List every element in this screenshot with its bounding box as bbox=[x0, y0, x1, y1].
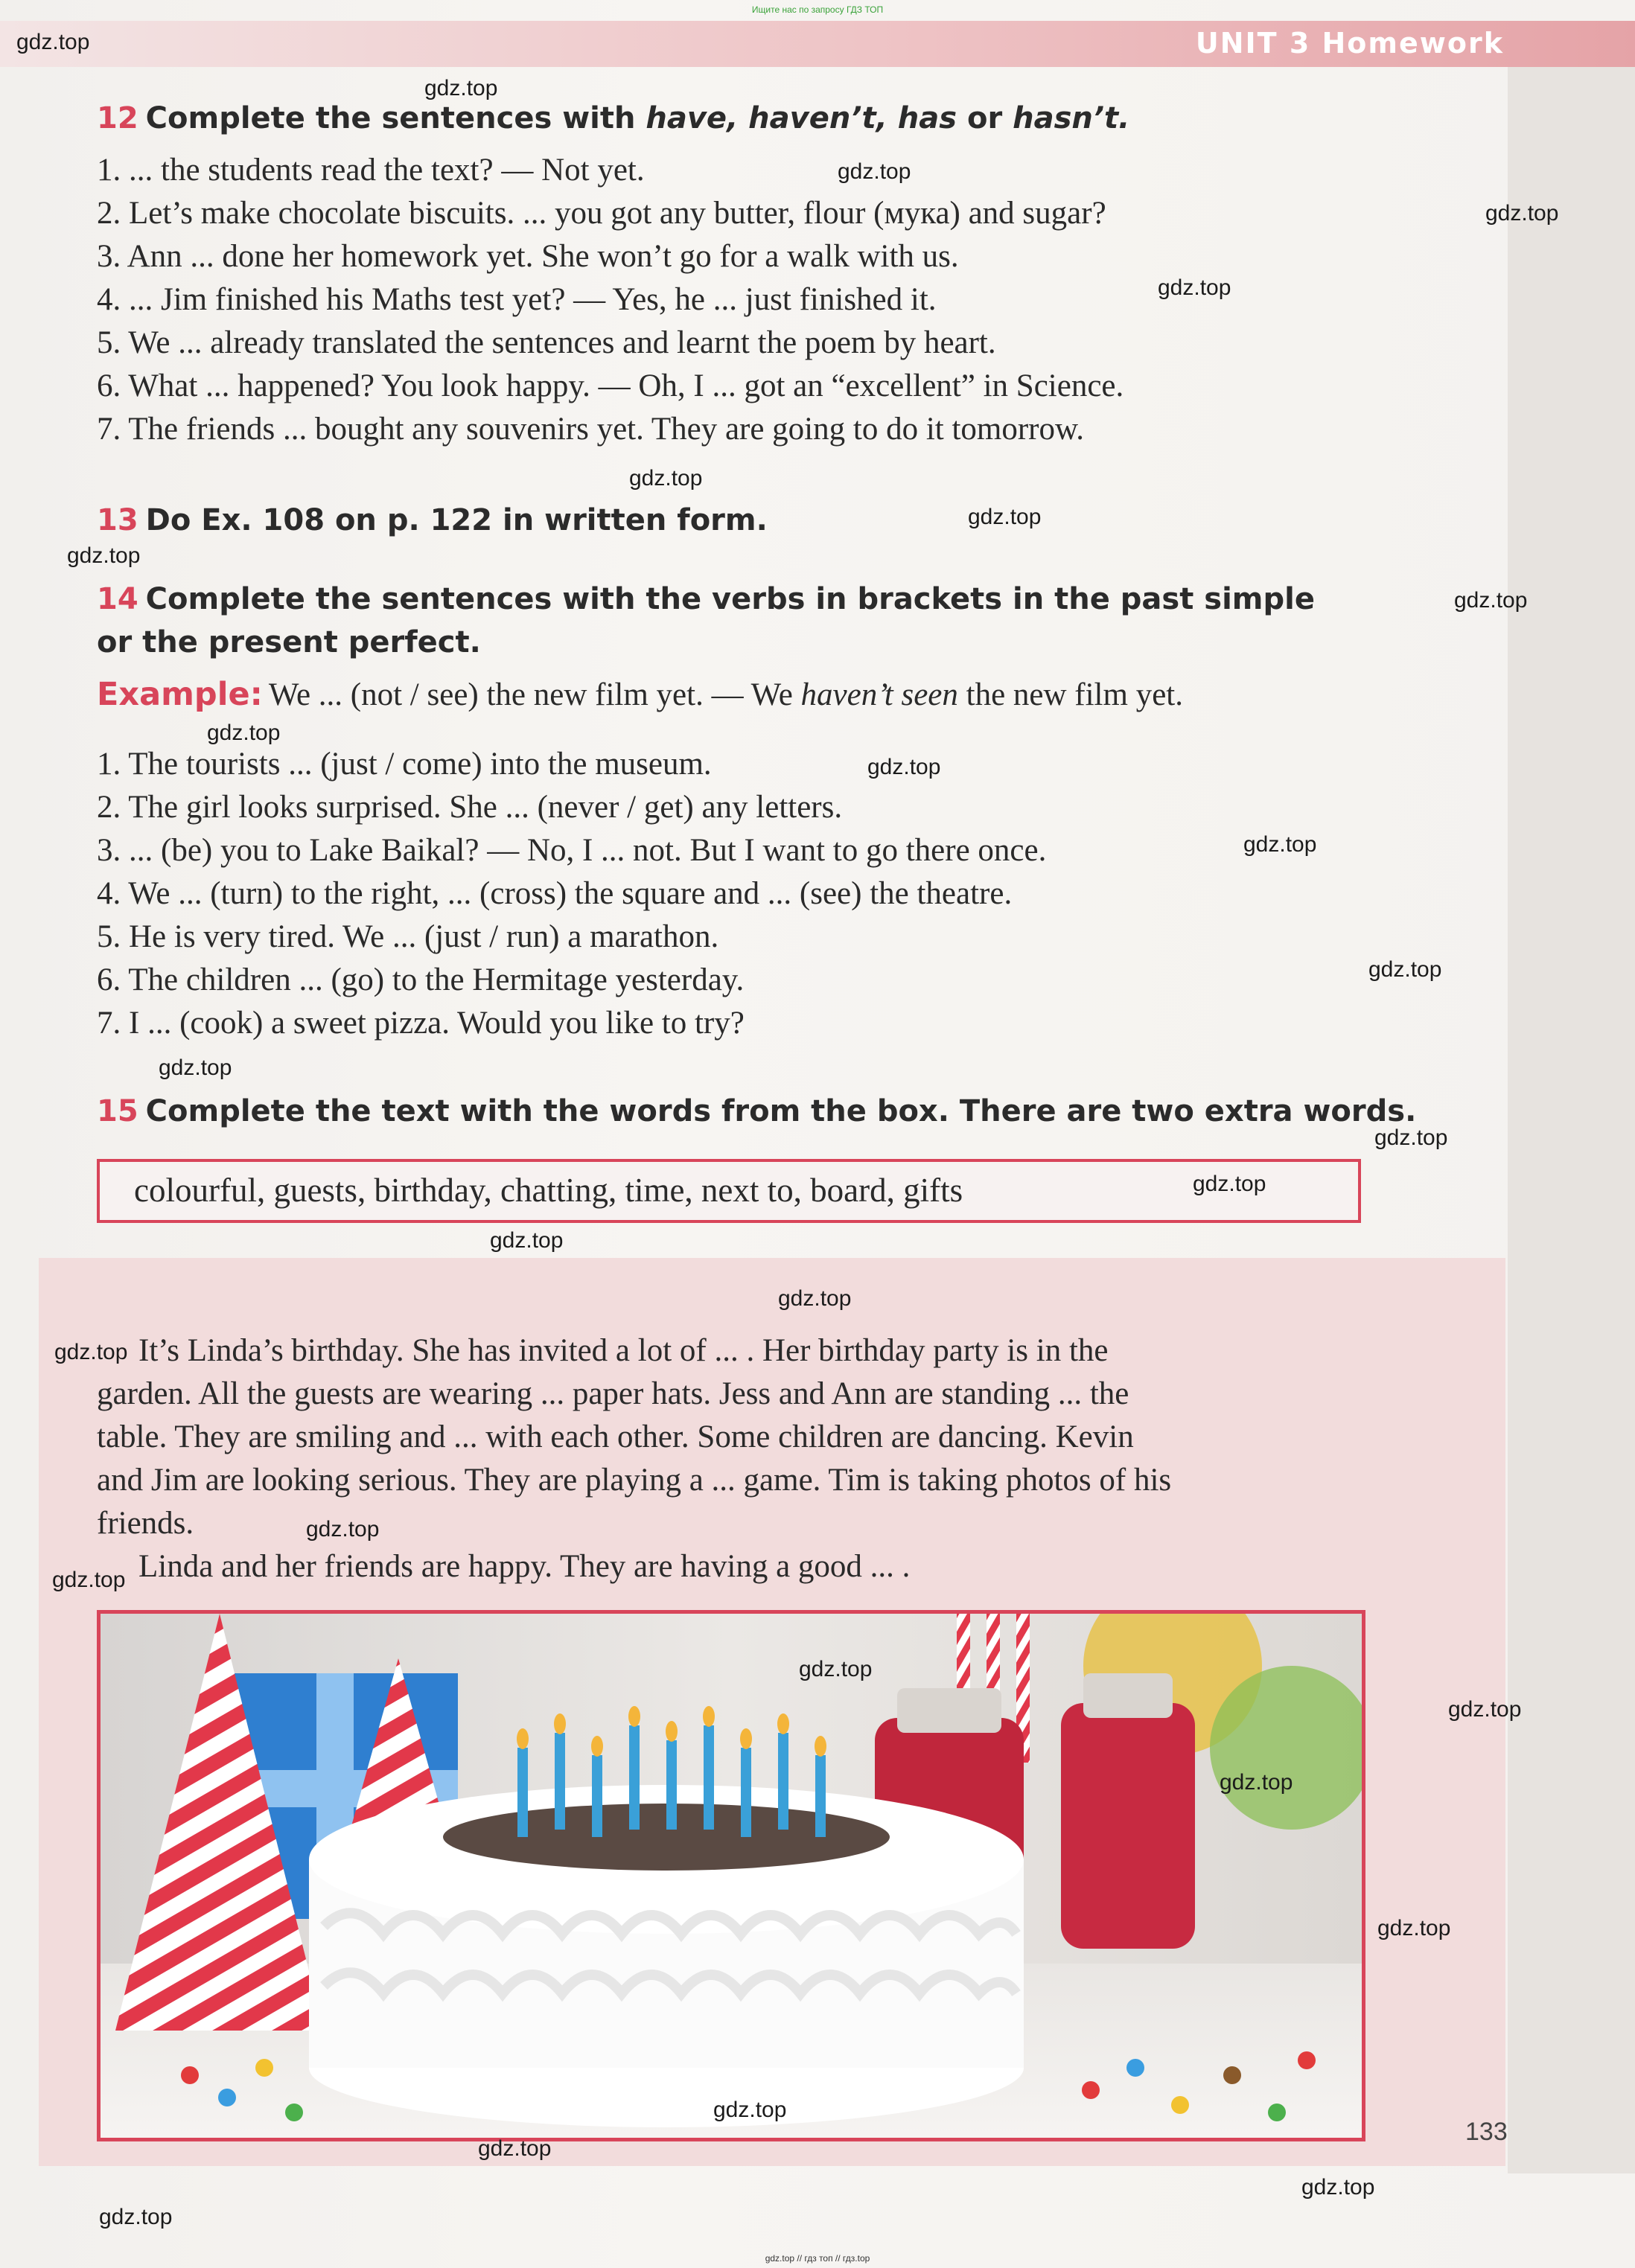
watermark: gdz.top bbox=[99, 2205, 173, 2229]
watermark: gdz.top bbox=[713, 2098, 787, 2122]
ex15-instruction: Complete the text with the words from the box. There are two extra words. bbox=[145, 1094, 1417, 1128]
watermark: gdz.top bbox=[838, 159, 911, 184]
watermark: gdz.top bbox=[1193, 1172, 1266, 1196]
ex15-text-line-6: Linda and her friends are happy. They are having a good ... . bbox=[138, 1549, 911, 1584]
ex14-line-2: 2. The girl looks surprised. She ... (never / get) any letters. bbox=[97, 790, 843, 825]
watermark: gdz.top bbox=[1368, 957, 1442, 982]
top-note: Ищите нас по запросу ГДЗ ТОП bbox=[751, 4, 884, 15]
birthday-cake-illustration bbox=[101, 1614, 1362, 2138]
watermark: gdz.top bbox=[968, 505, 1042, 529]
unit-header-label: UNIT 3 Homework bbox=[1195, 27, 1504, 60]
ex15-word-box-text: colourful, guests, birthday, chatting, time, next to, board, gifts bbox=[134, 1172, 963, 1209]
ex14-line-5: 5. He is very tired. We ... (just / run) a marathon. bbox=[97, 919, 719, 954]
watermark: gdz.top bbox=[1448, 1697, 1522, 1722]
ex15-text-line-2: garden. All the guests are wearing ... paper hats. Jess and Ann are standing ... the bbox=[97, 1376, 1129, 1411]
ex12-line-4: 4. ... Jim finished his Maths test yet? — Yes, he ... just finished it. bbox=[97, 282, 937, 317]
ex13-number: 13 bbox=[97, 503, 138, 537]
ex12-instruction-pre: Complete the sentences with bbox=[145, 101, 646, 135]
watermark: gdz.top bbox=[1377, 1916, 1451, 1940]
watermark: gdz.top bbox=[1158, 275, 1231, 300]
ex14-line-7: 7. I ... (cook) a sweet pizza. Would you like to try? bbox=[97, 1006, 745, 1041]
watermark: gdz.top bbox=[867, 755, 941, 779]
watermark: gdz.top bbox=[54, 1340, 128, 1364]
watermark: gdz.top bbox=[629, 466, 703, 491]
ex15-heading bbox=[97, 1094, 1416, 1128]
watermark: gdz.top bbox=[424, 76, 498, 100]
ex14-heading-line2: or the present perfect. bbox=[97, 625, 481, 659]
ex12-number: 12 bbox=[97, 101, 138, 135]
watermark: gdz.top bbox=[1374, 1125, 1448, 1150]
watermark: gdz.top bbox=[1301, 2175, 1375, 2200]
ex14-line-4: 4. We ... (turn) to the right, ... (cross) the square and ... (see) the theatre. bbox=[97, 876, 1013, 911]
ex12-instruction-or: or bbox=[957, 101, 1013, 135]
ex15-word-box bbox=[97, 1159, 1361, 1223]
ex14-example bbox=[97, 676, 1183, 713]
watermark: gdz.top bbox=[159, 1055, 232, 1080]
ex14-line-3: 3. ... (be) you to Lake Baikal? — No, I ... not. But I want to go there once. bbox=[97, 833, 1047, 868]
ex15-text-line-5: friends. bbox=[97, 1506, 194, 1541]
ex12-line-3: 3. Ann ... done her homework yet. She won’t go for a walk with us. bbox=[97, 239, 959, 274]
watermark: gdz.top bbox=[52, 1568, 126, 1592]
watermark: gdz.top bbox=[778, 1286, 852, 1311]
ex12-line-6: 6. What ... happened? You look happy. — Oh, I ... got an “excellent” in Science. bbox=[97, 368, 1124, 403]
watermark: gdz.top bbox=[306, 1517, 380, 1542]
watermark: gdz.top bbox=[16, 30, 90, 54]
watermark: gdz.top bbox=[1485, 201, 1559, 226]
right-margin-strip bbox=[1508, 67, 1635, 2173]
page-number: 133 bbox=[1465, 2118, 1508, 2146]
ex12-heading bbox=[97, 101, 1129, 135]
watermark: gdz.top bbox=[799, 1657, 873, 1681]
birthday-party-photo bbox=[97, 1610, 1365, 2141]
ex15-text-line-4: and Jim are looking serious. They are playing a ... game. Tim is taking photos of his bbox=[97, 1463, 1172, 1498]
ex15-text-line-1: It’s Linda’s birthday. She has invited a lot of ... . Her birthday party is in the bbox=[138, 1333, 1109, 1368]
ex12-line-1: 1. ... the students read the text? — Not yet. bbox=[97, 153, 645, 188]
ex14-example-label: Example: bbox=[97, 676, 263, 713]
watermark: gdz.top bbox=[490, 1228, 564, 1253]
ex15-number: 15 bbox=[97, 1094, 138, 1128]
watermark: gdz.top bbox=[1220, 1770, 1293, 1795]
watermark: gdz.top bbox=[1243, 832, 1317, 857]
ex14-instruction-line1: Complete the sentences with the verbs in brackets in the past simple bbox=[145, 582, 1315, 616]
ex14-example-post: the new film yet. bbox=[957, 677, 1183, 712]
ex15-text-line-3: table. They are smiling and ... with each other. Some children are dancing. Kevin bbox=[97, 1419, 1134, 1454]
watermark: gdz.top bbox=[67, 543, 141, 568]
ex12-line-5: 5. We ... already translated the sentences and learnt the poem by heart. bbox=[97, 325, 996, 360]
ex14-example-pre: We ... (not / see) the new film yet. — We bbox=[268, 677, 801, 712]
ex12-line-7: 7. The friends ... bought any souvenirs yet. They are going to do it tomorrow. bbox=[97, 412, 1085, 447]
ex12-instruction-last: hasn’t. bbox=[1013, 101, 1130, 135]
ex14-number: 14 bbox=[97, 582, 138, 616]
ex13-instruction: Do Ex. 108 on p. 122 in written form. bbox=[145, 503, 768, 537]
ex14-example-italic: haven’t seen bbox=[800, 677, 958, 712]
ex13-heading bbox=[97, 503, 768, 537]
ex14-heading bbox=[97, 582, 1315, 616]
ex12-line-2: 2. Let’s make chocolate biscuits. ... you got any butter, flour (мука) and sugar? bbox=[97, 196, 1106, 231]
ex14-line-1: 1. The tourists ... (just / come) into the museum. bbox=[97, 747, 712, 782]
watermark: gdz.top bbox=[207, 721, 281, 745]
ex14-line-6: 6. The children ... (go) to the Hermitage yesterday. bbox=[97, 962, 745, 997]
watermark: gdz.top bbox=[478, 2136, 552, 2161]
unit-header-bar bbox=[0, 21, 1635, 67]
bottom-note: gdz.top // гдз топ // гдз.top bbox=[765, 2253, 870, 2264]
watermark: gdz.top bbox=[1454, 588, 1528, 613]
ex12-instruction-words: have, haven’t, has bbox=[646, 101, 957, 135]
